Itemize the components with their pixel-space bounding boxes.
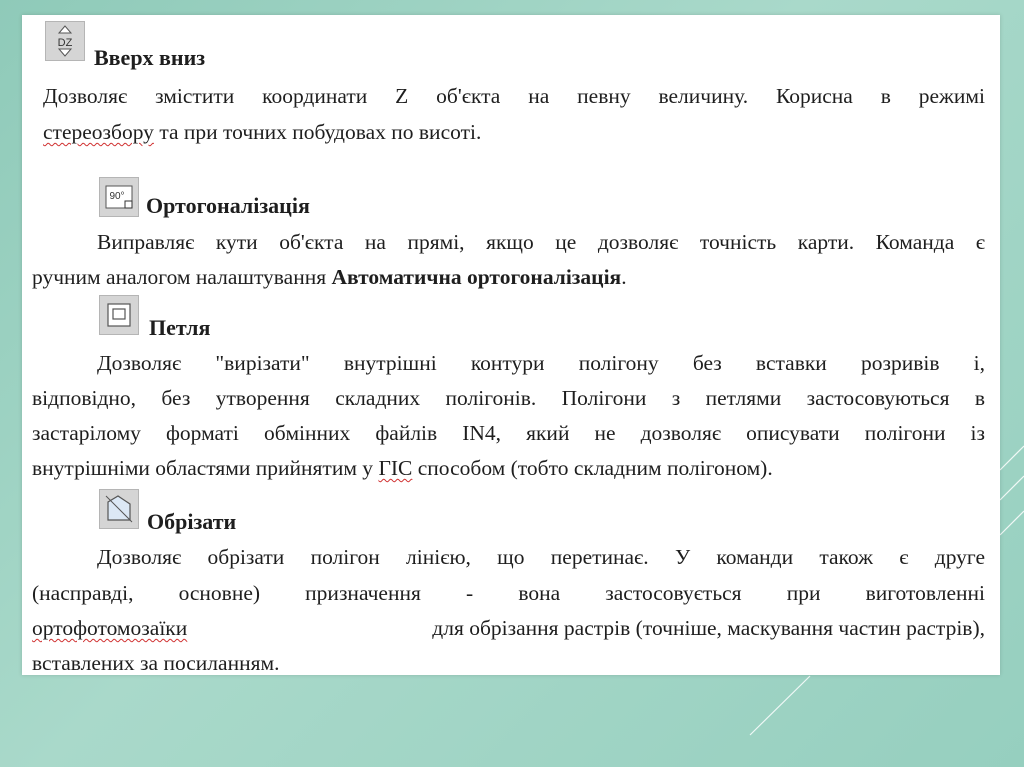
text-fragment: ручним аналогом налаштування — [32, 265, 332, 289]
svg-text:DZ: DZ — [57, 37, 73, 49]
text-fragment: . — [621, 265, 627, 289]
section-title-loop: Петля — [149, 315, 211, 340]
spellcheck-word: ортофотомозаїки — [32, 616, 188, 640]
clip-icon — [99, 489, 139, 529]
dz-up-down-icon — [45, 21, 85, 61]
section-title-up-down: Вверх вниз — [94, 45, 206, 70]
text-fragment: для обрізання растрів (точніше, маскування частин растрів), — [432, 616, 985, 640]
spellcheck-word: ГІС — [378, 456, 413, 480]
section-text-orthogonalization-line2 — [32, 260, 627, 294]
section-title-orthogonalization: Ортогоналізація — [146, 193, 310, 218]
loop-icon — [99, 295, 139, 335]
section-text-clip-line2: (насправді, основне) призначення - вона застосовується при виготовленні — [32, 581, 985, 605]
text-fragment: внутрішніми областями прийнятим у — [32, 456, 379, 480]
section-text-loop-line1: Дозволяє "вирізати" внутрішні контури полігону без вставки розривів і, — [97, 351, 985, 375]
section-text-orthogonalization-line1: Виправляє кути об'єкта на прямі, якщо це дозволяє точність карти. Команда є — [97, 230, 985, 254]
svg-text:90°: 90° — [109, 191, 125, 202]
section-text-up-down-line1: Дозволяє змістити координати Z об'єкта на певну величину. Корисна в режимі — [43, 84, 985, 108]
text-fragment: та при точних побудовах по висоті. — [153, 120, 482, 144]
orthogonalize-90-icon — [99, 177, 139, 217]
section-text-up-down-line2 — [43, 115, 481, 149]
document-page — [22, 15, 1000, 675]
section-text-clip-line4: вставлених за посиланням. — [32, 651, 280, 675]
section-text-loop-line2: відповідно, без утворення складних полігонів. Полігони з петлями застосовуються в — [32, 386, 985, 410]
section-title-clip: Обрізати — [147, 509, 237, 534]
bold-term: Автоматична ортогоналізація — [331, 265, 622, 289]
section-text-clip-line3 — [32, 611, 985, 645]
spellcheck-word: стереозбору — [43, 120, 154, 144]
section-text-loop-line4 — [32, 451, 773, 485]
section-text-loop-line3: застарілому форматі обмінних файлів IN4, який не дозволяє описувати полігони із — [32, 421, 985, 445]
text-fragment: способом (тобто складним полігоном). — [412, 456, 773, 480]
section-text-clip-line1: Дозволяє обрізати полігон лінією, що перетинає. У команди також є друге — [97, 545, 985, 569]
